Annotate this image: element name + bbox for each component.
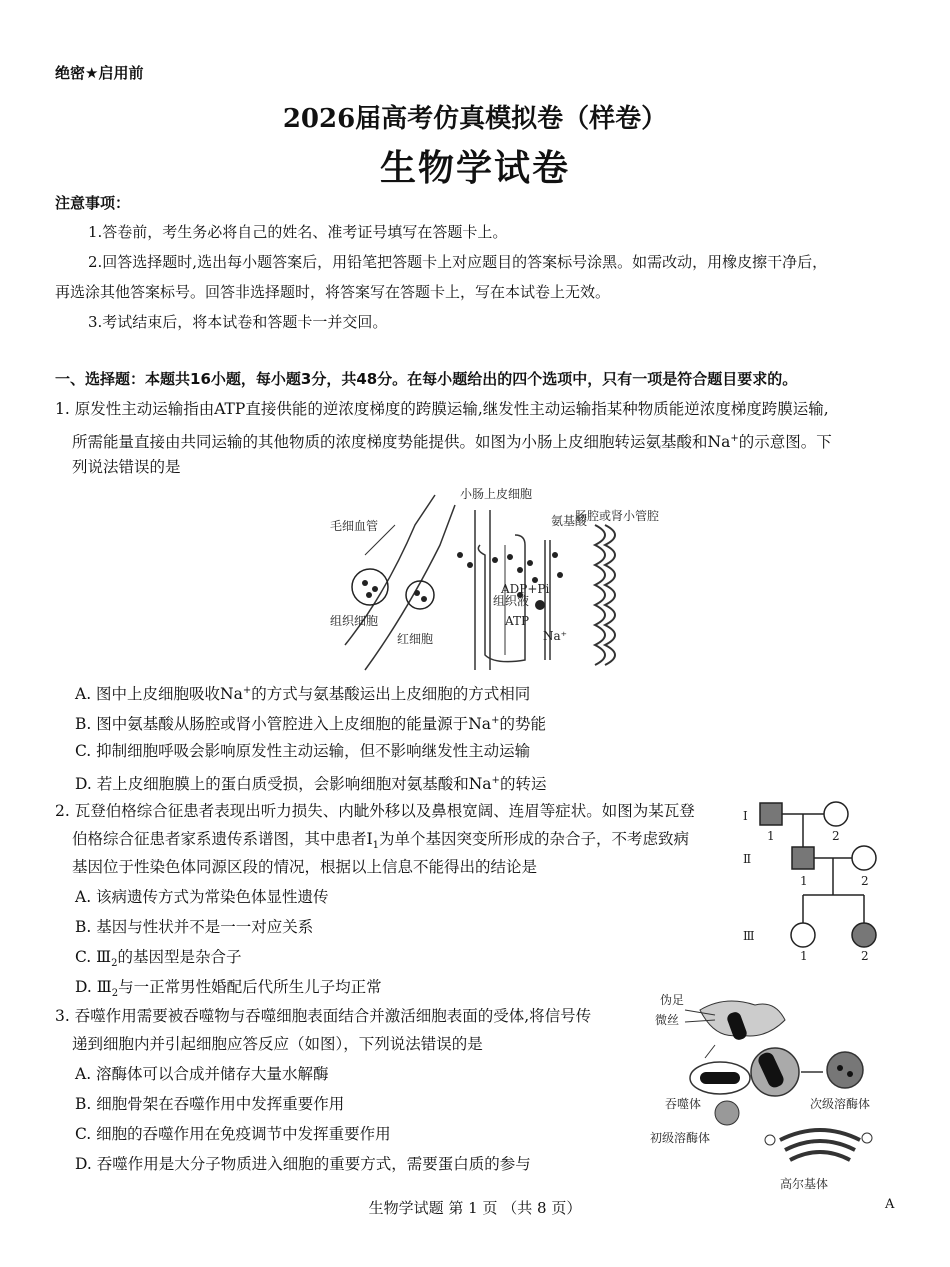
fig3-label-pseudopod: 伪足 xyxy=(660,993,685,1007)
svg-text:2: 2 xyxy=(832,829,840,843)
q1-stem-line1: 1. 原发性主动运输指由ATP直接供能的逆浓度梯度的跨膜运输,继发性主动运输指某种物质能逆浓度梯度跨膜运输, xyxy=(55,400,829,418)
section-heading: 一、选择题：本题共16小题，每小题3分，共48分。在每小题给出的四个选项中，只有一项是符合题目要求的。 xyxy=(55,370,798,388)
q1-stem-line3: 列说法错误的是 xyxy=(72,458,181,476)
q1-option-b: B. 图中氨基酸从肠腔或肾小管腔进入上皮细胞的能量源于Na+的势能 xyxy=(75,715,546,734)
pedigree-II2 xyxy=(852,846,876,870)
q3-figure xyxy=(645,990,895,1195)
page-footer: 生物学试题 第 1 页 （共 8 页） xyxy=(368,1199,582,1217)
svg-text:2: 2 xyxy=(861,874,869,888)
pedigree-II1 xyxy=(792,847,814,869)
fig3-label-primary: 初级溶酶体 xyxy=(650,1131,711,1145)
q1-option-a: A. 图中上皮细胞吸收Na+的方式与氨基酸运出上皮细胞的方式相同 xyxy=(75,685,531,704)
pedigree-chart xyxy=(740,795,890,965)
q2-option-c: C. $Ⅲ_2$的基因型是杂合子 xyxy=(75,948,242,970)
fig1-label-adp: ADP+Pi xyxy=(501,582,550,596)
fig3-label-secondary: 次级溶酶体 xyxy=(810,1097,871,1111)
q1-figure xyxy=(325,485,660,675)
q3-option-c: C. 细胞的吞噬作用在免疫调节中发挥重要作用 xyxy=(75,1125,391,1143)
pedigree-gen-1: Ⅰ xyxy=(743,809,748,823)
fig3-label-golgi: 高尔基体 xyxy=(780,1177,829,1191)
pedigree-I2 xyxy=(824,802,848,826)
q2-stem-line2: 伯格综合征患者家系遗传系谱图，其中患者$Ⅰ_1$为单个基因突变所形成的杂合子，不考虑致病 xyxy=(72,830,690,852)
notice-item-1: 1.答卷前，考生务必将自己的姓名、准考证号填写在答题卡上。 xyxy=(88,223,508,241)
svg-text:2: 2 xyxy=(861,949,869,963)
pedigree-gen-2: Ⅱ xyxy=(743,852,752,866)
q2-option-b: B. 基因与性状并不是一一对应关系 xyxy=(75,918,314,936)
fig1-label-amino: 氨基酸 xyxy=(551,514,588,528)
q3-stem-line1: 3. 吞噬作用需要被吞噬物与吞噬细胞表面结合并激活细胞表面的受体,将信号传 xyxy=(55,1007,592,1025)
notice-item-2: 2.回答选择题时,选出每小题答案后，用铅笔把答题卡上对应题目的答案标号涂黑。如需改动，用橡皮擦干净后， xyxy=(88,253,828,271)
notice-heading: 注意事项： xyxy=(55,194,131,212)
secret-mark: 绝密★启用前 xyxy=(55,64,144,82)
svg-text:1: 1 xyxy=(800,949,808,963)
q1-option-c: C. 抑制细胞呼吸会影响原发性主动运输，但不影响继发性主动运输 xyxy=(75,742,531,760)
fig1-label-rbc: 红细胞 xyxy=(397,632,434,646)
svg-text:1: 1 xyxy=(767,829,775,843)
exam-title: 2026届高考仿真模拟卷（样卷） xyxy=(282,104,668,134)
fig3-label-microfilament: 微丝 xyxy=(655,1013,680,1027)
svg-text:1: 1 xyxy=(800,874,808,888)
fig1-label-capillary: 毛细血管 xyxy=(330,519,379,533)
pedigree-III1 xyxy=(791,923,815,947)
fig1-label-atp: ATP xyxy=(505,614,530,628)
fig3-label-phagosome: 吞噬体 xyxy=(665,1097,702,1111)
q2-option-d: D. $Ⅲ_2$与一正常男性婚配后代所生儿子均正常 xyxy=(75,978,382,1000)
notice-item-3: 3.考试结束后，将本试卷和答题卡一并交回。 xyxy=(88,313,388,331)
q3-option-a: A. 溶酶体可以合成并储存大量水解酶 xyxy=(75,1065,329,1083)
q3-option-b: B. 细胞骨架在吞噬作用中发挥重要作用 xyxy=(75,1095,345,1113)
pedigree-gen-3: Ⅲ xyxy=(743,929,755,943)
subject-title: 生物学试卷 xyxy=(379,147,570,189)
pedigree-I1 xyxy=(760,803,782,825)
fig1-label-lumen: 肠腔或肾小管腔 xyxy=(575,509,660,523)
q3-stem-line2: 递到细胞内并引起细胞应答反应（如图），下列说法错误的是 xyxy=(72,1035,483,1053)
version-mark: A xyxy=(885,1197,895,1212)
fig1-label-na: Na⁺ xyxy=(543,629,567,643)
notice-item-2-cont: 再选涂其他答案标号。回答非选择题时，将答案写在答题卡上，写在本试卷上无效。 xyxy=(55,283,611,301)
q2-stem-line1: 2. 瓦登伯格综合征患者表现出听力损失、内眦外移以及鼻根宽阔、连眉等症状。如图为某瓦登 xyxy=(55,802,695,820)
q3-option-d: D. 吞噬作用是大分子物质进入细胞的重要方式，需要蛋白质的参与 xyxy=(75,1155,531,1173)
q1-stem-line2: 所需能量直接由共同运输的其他物质的浓度梯度势能提供。如图为小肠上皮细胞转运氨基酸和Na+的示意图。下 xyxy=(72,433,832,452)
fig1-label-tissue-cell: 组织细胞 xyxy=(330,614,379,628)
fig1-label-fluid: 组织液 xyxy=(493,594,530,608)
fig1-label-epithelium: 小肠上皮细胞 xyxy=(460,487,533,501)
q1-option-d: D. 若上皮细胞膜上的蛋白质受损，会影响细胞对氨基酸和Na+的转运 xyxy=(75,775,547,794)
q2-stem-line3: 基因位于性染色体同源区段的情况，根据以上信息不能得出的结论是 xyxy=(72,858,538,876)
q2-option-a: A. 该病遗传方式为常染色体显性遗传 xyxy=(75,888,329,906)
pedigree-III2 xyxy=(852,923,876,947)
